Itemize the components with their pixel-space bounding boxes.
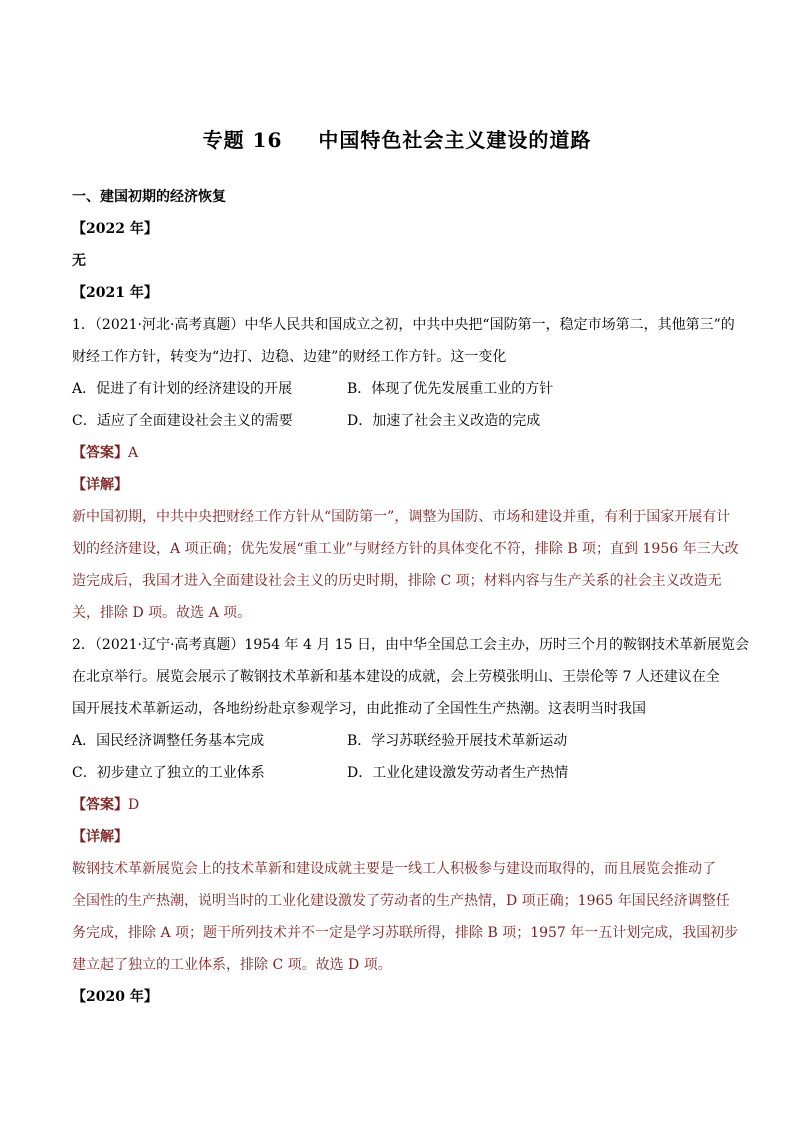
q1-option-b: B．体现了优先发展重工业的方针 <box>347 381 554 397</box>
q1-detail-line-1: 新中国初期，中共中央把财经工作方针从“国防第一”，调整为国防、市场和建设并重，有利于国家开展有计 <box>72 509 731 525</box>
year-2022-label: 【2022 年】 <box>72 221 158 237</box>
none-text: 无 <box>72 253 86 269</box>
q2-detail-line-1: 鞍钢技术革新展览会上的技术革新和建设成就主要是一线工人积极参与建设而取得的，而且展览会推动了 <box>72 861 716 877</box>
q2-option-a: A．国民经济调整任务基本完成 <box>72 733 265 749</box>
q2-stem-line-3: 国开展技术革新运动，各地纷纷赴京参观学习，由此推动了全国性生产热潮。这表明当时我国 <box>72 701 646 717</box>
q2-stem-line-1: 2．（2021·辽宁·高考真题）1954 年 4 月 15 日，由中华全国总工会主办，历时三个月的鞍钢技术革新展览会 <box>72 637 750 653</box>
title-main: 中国特色社会主义建设的道路 <box>318 128 592 152</box>
q1-detail-line-4: 关，排除 D 项。故选 A 项。 <box>72 605 252 621</box>
section-heading: 一、建国初期的经济恢复 <box>72 189 226 205</box>
q1-option-c: C．适应了全面建设社会主义的需要 <box>72 413 293 429</box>
year-2021-label: 【2021 年】 <box>72 285 158 301</box>
q1-stem-line-1: 1．（2021·河北·高考真题）中华人民共和国成立之初，中共中央把“国防第一，稳定市场第二，其他第三”的 <box>72 317 735 333</box>
year-2020-label: 【2020 年】 <box>72 989 158 1005</box>
q2-detail-line-3: 务完成，排除 A 项；题干所列技术并不一定是学习苏联所得，排除 B 项；1957 年一五计划完成，我国初步 <box>72 925 739 941</box>
q1-detail-line-2: 划的经济建设，A 项正确；优先发展“重工业”与财经方针的具体变化不符，排除 B 项；直到 1956 年三大改 <box>72 541 739 557</box>
title-prefix: 专题 16 <box>202 128 283 152</box>
q2-detail-line-4: 建立起了独立的工业体系，排除 C 项。故选 D 项。 <box>72 957 392 973</box>
q1-detail-label: 【详解】 <box>72 477 128 493</box>
q1-stem-line-2: 财经工作方针，转变为“边打、边稳、边建”的财经工作方针。这一变化 <box>72 349 507 365</box>
q1-option-d: D．加速了社会主义改造的完成 <box>347 413 541 429</box>
q2-option-b: B．学习苏联经验开展技术革新运动 <box>347 733 568 749</box>
page-title <box>0 124 794 153</box>
q2-option-d: D．工业化建设激发劳动者生产热情 <box>347 765 569 781</box>
q2-stem-line-2: 在北京举行。展览会展示了鞍钢技术革新和基本建设的成就，会上劳模张明山、王崇伦等 7 人还建议在全 <box>72 669 720 685</box>
q2-answer-label: 【答案】 <box>72 797 128 813</box>
q2-detail-line-2: 全国性的生产热潮，说明当时的工业化建设激发了劳动者的生产热情，D 项正确；1965 年国民经济调整任 <box>72 893 730 909</box>
q1-answer <box>72 442 138 462</box>
q2-detail-label: 【详解】 <box>72 829 128 845</box>
q1-answer-label: 【答案】 <box>72 445 128 461</box>
q2-answer <box>72 794 139 814</box>
q1-option-a: A．促进了有计划的经济建设的开展 <box>72 381 293 397</box>
q1-detail-line-3: 造完成后，我国才进入全面建设社会主义的历史时期，排除 C 项；材料内容与生产关系的社会主义改造无 <box>72 573 722 589</box>
q1-answer-value: A <box>128 445 139 461</box>
q2-option-c: C．初步建立了独立的工业体系 <box>72 765 265 781</box>
q2-answer-value: D <box>128 797 140 813</box>
